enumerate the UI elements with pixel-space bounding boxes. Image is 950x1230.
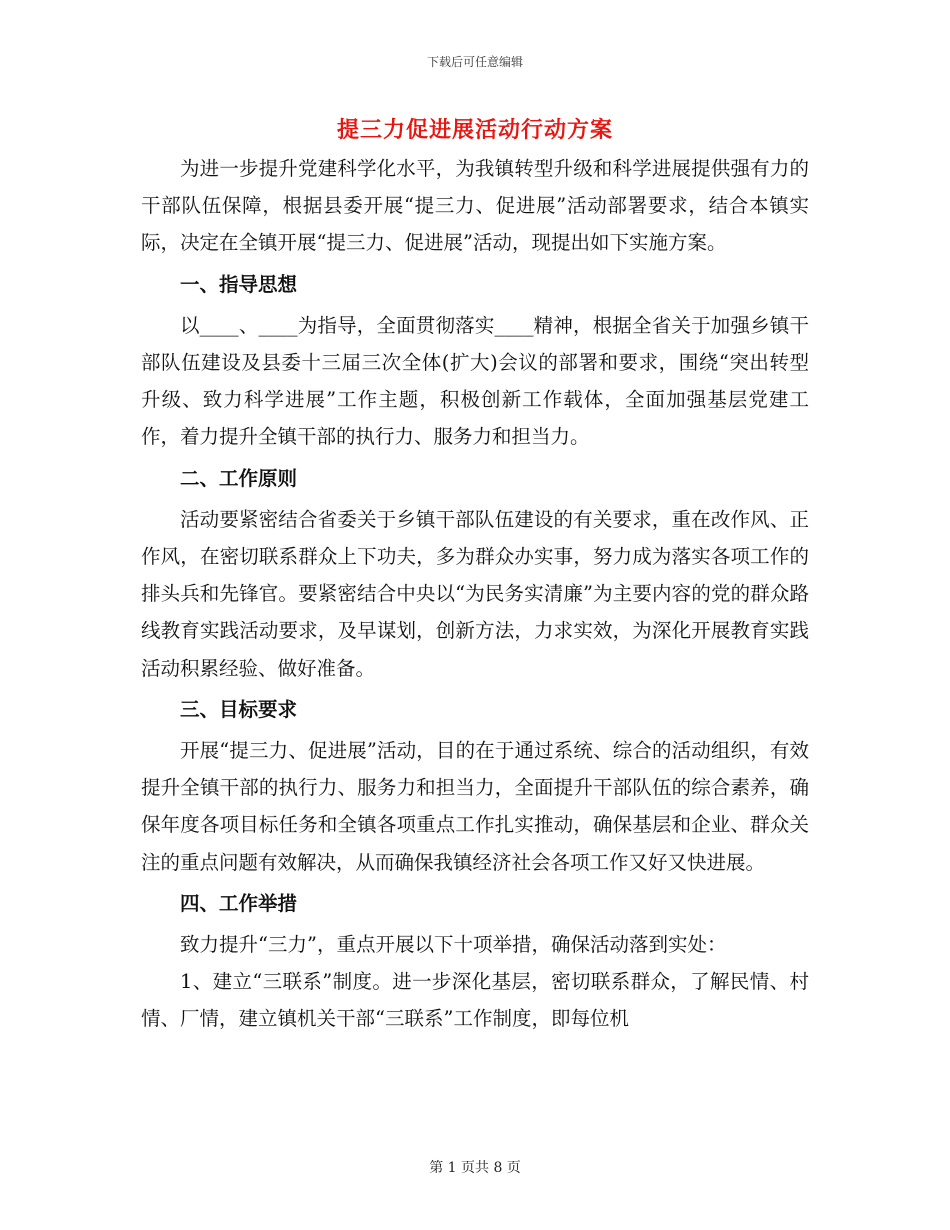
document-title: 提三力促进展活动行动方案 — [336, 117, 613, 143]
section-paragraph-work-measures: 致力提升“三力”，重点开展以下十项举措，确保活动落到实处： — [180, 933, 727, 957]
section-paragraph-guiding-ideology: 以____、____为指导，全面贯彻落实____精神，根据全省关于加强乡镇干部队伍建设及县委十三届三次全体(扩大)会议的部署和要求，围绕“突出转型升级、致力科学进展”工作主题，积极创新工作载体，全面加强基层党建工作，着力提升全镇干部的执行力、服务力和担当力。 — [141, 313, 809, 449]
header-note: 下载后可任意编辑 — [426, 55, 523, 69]
intro-paragraph: 为进一步提升党建科学化水平，为我镇转型升级和科学进展提供强有力的干部队伍保障，根据县委开展“提三力、促进展”活动部署要求，结合本镇实际，决定在全镇开展“提三力、促进展”活动，现提出如下实施方案。 — [141, 157, 809, 255]
section-paragraph-objectives: 开展“提三力、促进展”活动，目的在于通过系统、综合的活动组织，有效提升全镇干部的执行力、服务力和担当力，全面提升干部队伍的综合素养，确保年度各项目标任务和全镇各项重点工作扎实推动，确保基层和企业、群众关注的重点问题有效解决，从而确保我镇经济社会各项工作又好又快进展。 — [141, 739, 809, 874]
section-heading-work-principles: 二、工作原则 — [180, 466, 298, 490]
section-heading-work-measures: 四、工作举措 — [180, 891, 298, 915]
section-paragraph-work-principles: 活动要紧密结合省委关于乡镇干部队伍建设的有关要求，重在改作风、正作风，在密切联系群众上下功夫，多为群众办实事，努力成为落实各项工作的排头兵和先锋官。要紧密结合中央以“为民务实清廉”为主要内容的党的群众路线教育实践活动要求，及早谋划，创新方法，力求实效，为深化开展教育实践活动积累经验、做好准备。 — [141, 507, 809, 680]
section-heading-guiding-ideology: 一、指导思想 — [180, 272, 298, 296]
section-heading-objectives: 三、目标要求 — [180, 697, 298, 721]
page-footer: 第 1 页共 8 页 — [429, 1160, 521, 1176]
document-body — [141, 150, 809, 1038]
section-paragraph-measure-1: 1、建立“三联系”制度。进一步深化基层，密切联系群众，了解民情、村情、厂情，建立镇机关干部“三联系”工作制度，即每位机 — [141, 970, 809, 1031]
